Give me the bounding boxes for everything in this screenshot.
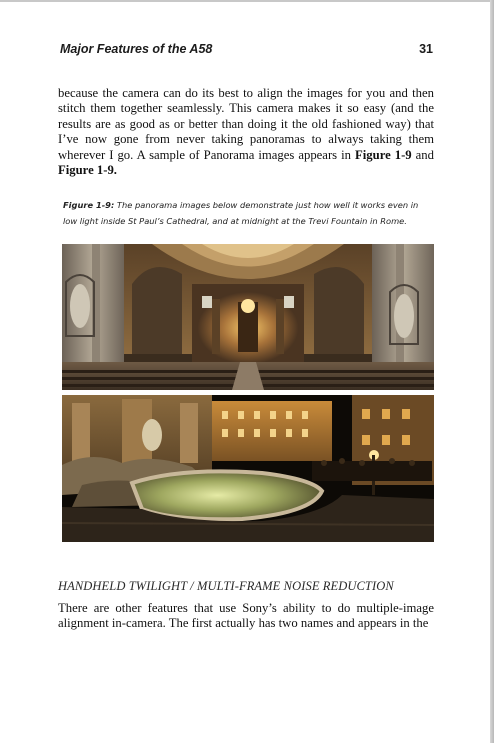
figure-reference: Figure 1-9	[355, 147, 412, 162]
figure-caption	[63, 198, 435, 229]
running-header	[60, 42, 433, 56]
caption-text: The panorama images below demonstrate just how well it works even in low light inside St Paul’s Cathedral, and at midnight at the Trevi Fountain in Rome.	[63, 200, 419, 226]
page-edge-top	[0, 0, 494, 2]
page-number: 31	[419, 42, 433, 56]
cathedral-panorama-image	[62, 244, 434, 390]
trevi-fountain-panorama-image	[62, 395, 434, 542]
figure-reference: Figure 1-9.	[58, 163, 117, 178]
section-heading: HANDHELD TWILIGHT / MULTI-FRAME NOISE REDUCTION	[58, 579, 394, 593]
figure-label: Figure 1-9:	[63, 200, 115, 210]
body-paragraph: There are other features that use Sony’s ability to do multiple-image alignment in-camera. The first actually has two names and appears in the	[58, 601, 434, 631]
paragraph-text: and	[411, 147, 434, 162]
chapter-title: Major Features of the A58	[60, 42, 213, 56]
paragraph-text: because the camera can do its best to align the images for you and then stitch them together seamlessly. This camera makes it so easy (and the results are as good as or better than doing it the old fashioned way) that I’ve now gone from never taking panoramas to always taking them wherever I go. A sample of Panorama images appears in	[58, 86, 434, 162]
body-paragraph	[58, 86, 434, 178]
page-edge-right	[490, 0, 494, 743]
